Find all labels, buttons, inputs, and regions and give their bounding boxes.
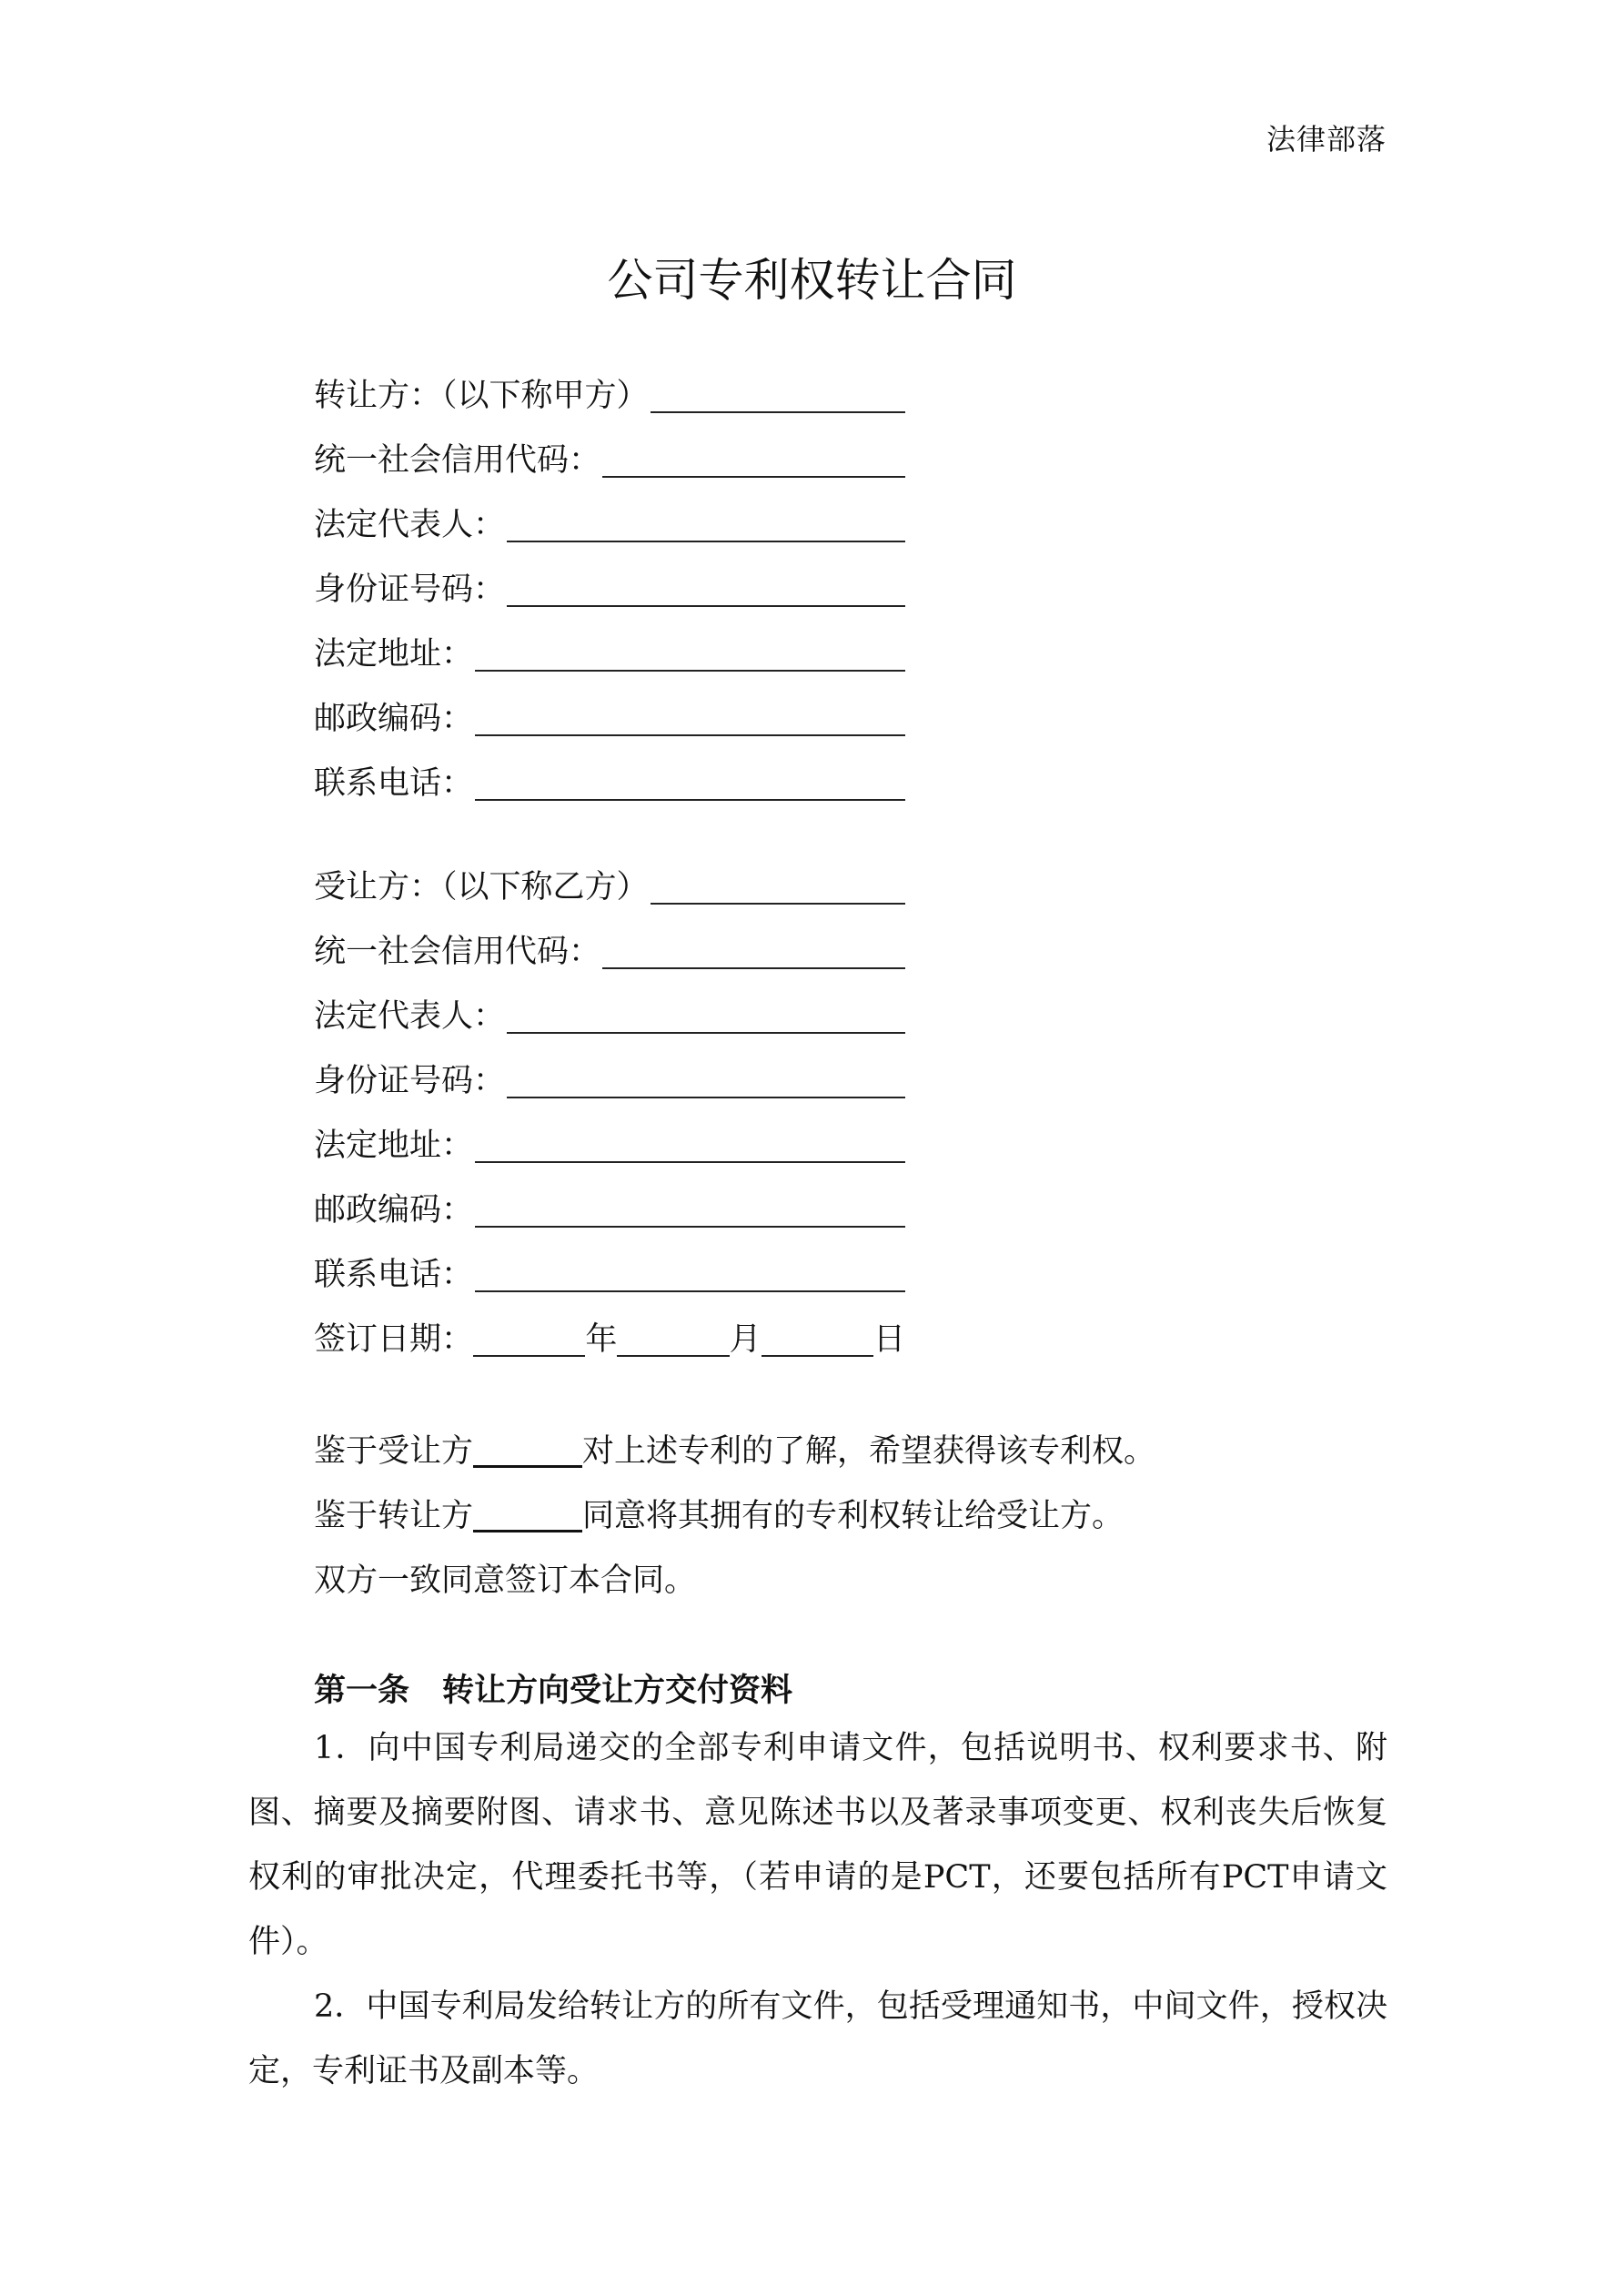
article-1-item-2: 2．中国专利局发给转让方的所有文件，包括受理通知书，中间文件，授权决定，专利证书及副本等。 (248, 1988, 1387, 2089)
header-mark: 法律部落 (1266, 122, 1387, 157)
party-a-address-field (314, 635, 905, 700)
party-b-heading-field (314, 868, 905, 933)
party-b-address-blank[interactable] (475, 1127, 905, 1163)
party-a-heading-field (314, 377, 905, 441)
party-b-phone-blank[interactable] (475, 1256, 905, 1292)
party-b-id-number-field (314, 1062, 905, 1127)
sign-date-label: 签订日期： (314, 1321, 474, 1358)
party-b-postcode-field (314, 1191, 905, 1256)
field-label: 法定代表人： (314, 507, 506, 543)
recital-2 (314, 1497, 1124, 1535)
party-b-id-number-blank[interactable] (507, 1062, 905, 1098)
party-a-legal-rep-blank[interactable] (507, 506, 905, 542)
article-1-item-1: 1．向中国专利局递交的全部专利申请文件，包括说明书、权利要求书、附图、摘要及摘要附图、请求书、意见陈述书以及著录事项变更、权利丧失后恢复权利的审批决定，代理委托书等，（若申请的是PCT，还要包括所有PCT申请文件）。 (248, 1730, 1387, 1960)
party-b-heading: 受让方：（以下称乙方） (314, 869, 649, 905)
party-a-id-number-field (314, 571, 905, 635)
recital-2-pre: 鉴于转让方 (314, 1498, 474, 1534)
recital-3-text: 双方一致同意签订本合同。 (314, 1563, 697, 1599)
field-label: 联系电话： (314, 765, 474, 802)
article-1-number: 第一条 (314, 1673, 410, 1709)
party-b-name-blank[interactable] (651, 868, 905, 905)
sign-date-year-blank[interactable] (473, 1320, 585, 1357)
field-label: 法定代表人： (314, 998, 506, 1035)
recital-1-post: 对上述专利的了解，希望获得该专利权。 (582, 1433, 1156, 1470)
article-1-title: 转让方向受让方交付资料 (442, 1673, 793, 1709)
party-a-name-blank[interactable] (651, 377, 905, 413)
party-b-credit-code-blank[interactable] (602, 933, 905, 969)
party-b-legal-rep-blank[interactable] (507, 997, 905, 1034)
sign-date-day-label: 日 (873, 1321, 905, 1358)
party-a-credit-code-field (314, 441, 905, 506)
document-title: 公司专利权转让合同 (607, 254, 1017, 307)
recital-1 (314, 1432, 1155, 1471)
party-b-legal-rep-field (314, 997, 905, 1062)
party-a-phone-blank[interactable] (475, 764, 905, 801)
recital-1-pre: 鉴于受让方 (314, 1433, 474, 1470)
party-a-heading: 转让方：（以下称甲方） (314, 378, 649, 414)
field-label: 邮政编码： (314, 701, 474, 737)
party-a-credit-code-blank[interactable] (602, 441, 905, 478)
sign-date-month-label: 月 (729, 1321, 762, 1358)
field-label: 法定地址： (314, 636, 474, 673)
party-a-block (314, 377, 905, 829)
field-label: 统一社会信用代码： (314, 442, 601, 479)
sign-date-month-blank[interactable] (617, 1320, 729, 1357)
sign-date-field (314, 1320, 905, 1359)
field-label: 身份证号码： (314, 1063, 506, 1099)
field-label: 身份证号码： (314, 571, 506, 608)
sign-date-year-label: 年 (585, 1321, 618, 1358)
recital-3 (314, 1562, 696, 1600)
party-a-phone-field (314, 764, 905, 829)
party-b-address-field (314, 1127, 905, 1191)
field-label: 法定地址： (314, 1128, 474, 1164)
recital-2-blank[interactable] (473, 1497, 582, 1532)
party-b-phone-field (314, 1256, 905, 1320)
field-label: 联系电话： (314, 1257, 474, 1293)
recital-1-blank[interactable] (473, 1432, 582, 1468)
field-label: 统一社会信用代码： (314, 934, 601, 970)
recital-2-post: 同意将其拥有的专利权转让给受让方。 (582, 1498, 1125, 1534)
party-a-postcode-blank[interactable] (475, 700, 905, 736)
sign-date-day-blank[interactable] (762, 1320, 873, 1357)
party-a-id-number-blank[interactable] (507, 571, 905, 607)
party-b-credit-code-field (314, 933, 905, 997)
party-b-postcode-blank[interactable] (475, 1191, 905, 1228)
party-a-legal-rep-field (314, 506, 905, 571)
party-b-block (314, 868, 905, 1359)
article-1-heading (314, 1665, 792, 1711)
party-a-postcode-field (314, 700, 905, 764)
party-a-address-blank[interactable] (475, 635, 905, 672)
field-label: 邮政编码： (314, 1192, 474, 1229)
